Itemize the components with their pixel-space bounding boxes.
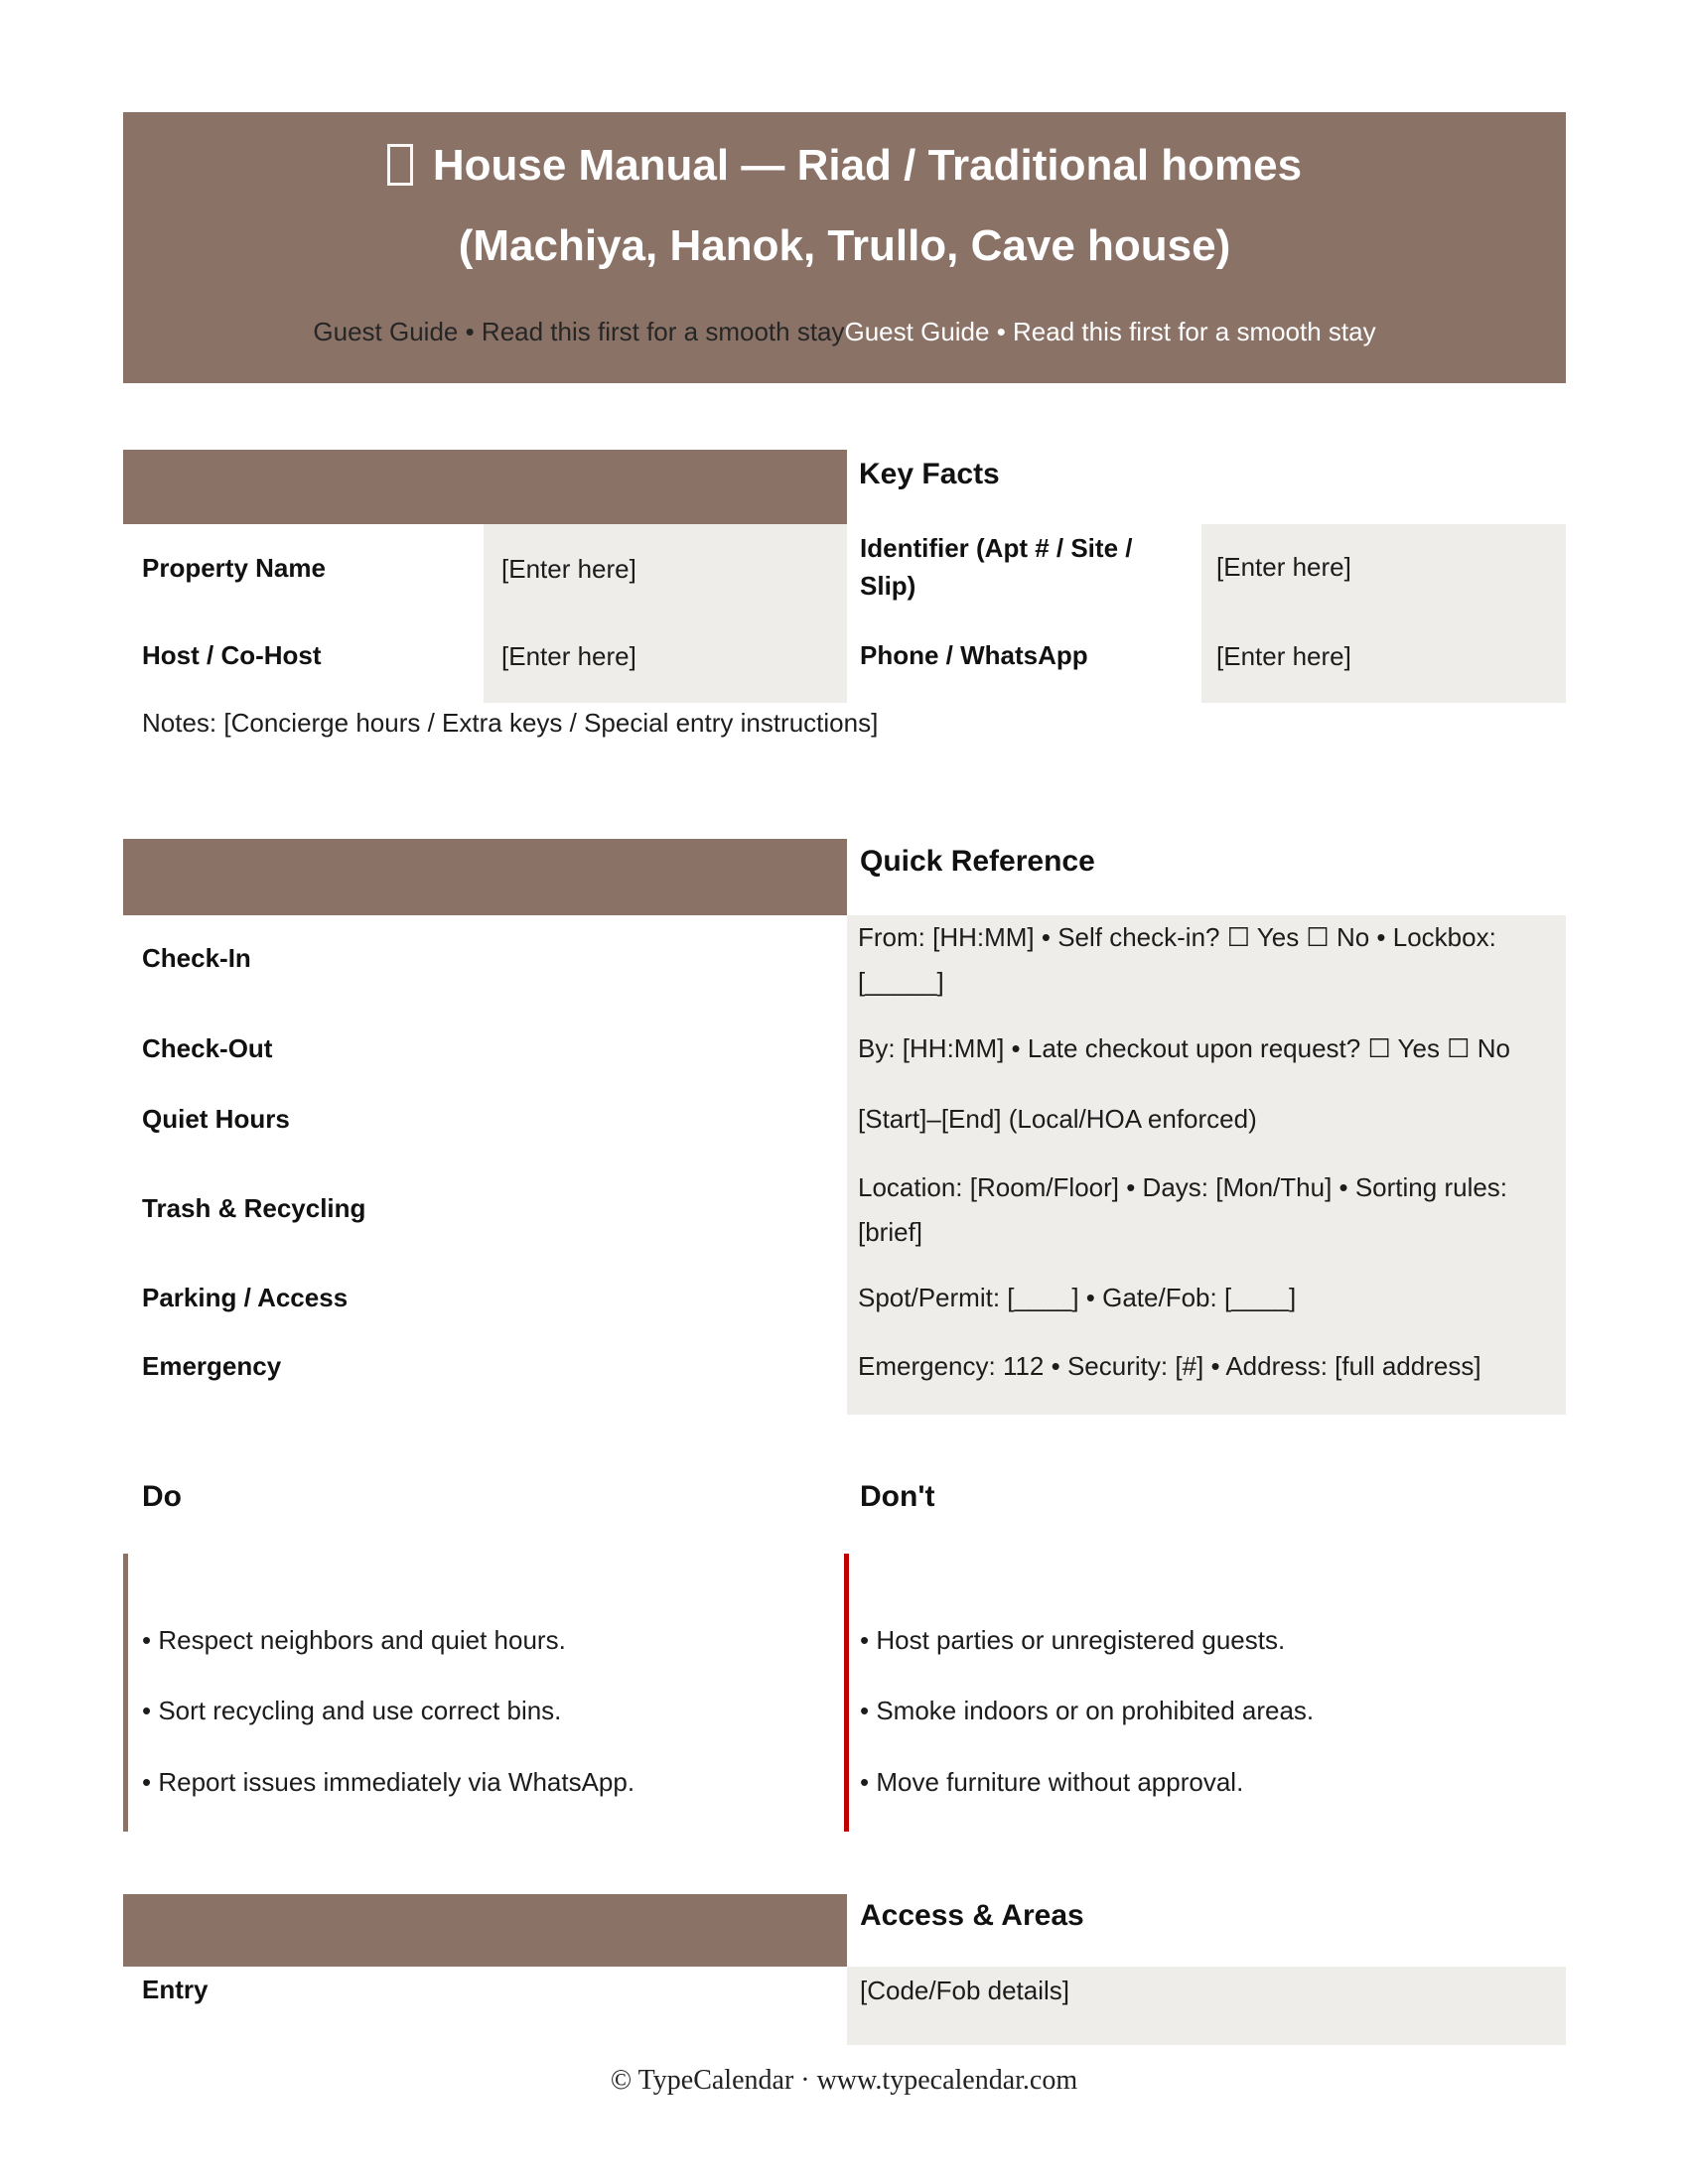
identifier-field: [Enter here] [1216,552,1351,582]
page-title-line2: (Machiya, Hanok, Trullo, Cave house) [458,221,1231,270]
check-in-value-line1: From: [HH:MM] • Self check-in? ☐ Yes ☐ No • Lockbox: [858,922,1496,952]
trash-recycling-label: Trash & Recycling [142,1193,366,1223]
page-title-line1 [123,142,1566,190]
check-in-value [858,915,1496,1005]
property-name-field: [Enter here] [501,554,636,584]
entry-field: [Code/Fob details] [860,1976,1070,2005]
trash-recycling-value-line1: Location: [Room/Floor] • Days: [Mon/Thu] • Sorting rules: [858,1172,1508,1202]
do-accent-border [123,1554,128,1832]
subtitle [123,319,1566,345]
do-item-2: • Sort recycling and use correct bins. [142,1696,562,1725]
missing-glyph-icon [387,144,413,186]
subtitle-dark-text: Guest Guide • Read this first for a smooth stay [313,317,845,346]
dont-item-2: • Smoke indoors or on prohibited areas. [860,1696,1315,1725]
identifier-label-line2: Slip) [860,571,916,601]
dont-accent-border [844,1554,849,1832]
quiet-hours-value: [Start]–[End] (Local/HOA enforced) [858,1104,1257,1134]
entry-label: Entry [142,1975,209,2004]
quick-reference-heading: Quick Reference [860,845,1095,878]
identifier-label [860,529,1132,605]
check-in-value-line2: [_____] [858,967,944,997]
emergency-label: Emergency [142,1351,282,1381]
parking-access-value: Spot/Permit: [____] • Gate/Fob: [____] [858,1283,1297,1312]
phone-whatsapp-label: Phone / WhatsApp [860,640,1088,670]
header-banner [123,112,1566,383]
key-facts-brown-bar [123,450,847,524]
property-name-label: Property Name [142,553,326,583]
check-out-label: Check-Out [142,1033,273,1063]
check-out-value: By: [HH:MM] • Late checkout upon request? ☐ Yes ☐ No [858,1033,1510,1063]
key-facts-heading: Key Facts [859,458,1000,490]
dont-heading: Don't [860,1480,935,1513]
phone-whatsapp-field: [Enter here] [1216,641,1351,671]
dont-item-3: • Move furniture without approval. [860,1767,1244,1797]
quiet-hours-label: Quiet Hours [142,1104,290,1134]
key-facts-notes: Notes: [Concierge hours / Extra keys / Special entry instructions] [142,708,879,738]
subtitle-light-text: Guest Guide • Read this first for a smooth stay [844,317,1376,346]
emergency-value: Emergency: 112 • Security: [#] • Address: [full address] [858,1351,1481,1381]
host-field: [Enter here] [501,641,636,671]
quick-reference-brown-bar [123,839,847,915]
host-label: Host / Co-Host [142,640,322,670]
check-in-label: Check-In [142,943,251,973]
dont-item-1: • Host parties or unregistered guests. [860,1625,1286,1655]
trash-recycling-value-line2: [brief] [858,1217,923,1247]
title-text-line1: House Manual — Riad / Traditional homes [432,141,1303,190]
parking-access-label: Parking / Access [142,1283,349,1312]
trash-recycling-value [858,1165,1507,1255]
identifier-label-line1: Identifier (Apt # / Site / [860,533,1133,563]
do-item-1: • Respect neighbors and quiet hours. [142,1625,566,1655]
do-item-3: • Report issues immediately via WhatsApp. [142,1767,635,1797]
access-areas-brown-bar [123,1894,847,1967]
access-areas-heading: Access & Areas [860,1899,1084,1932]
key-facts-value-column-left [484,524,847,703]
do-heading: Do [142,1480,182,1513]
footer-credit: © TypeCalendar · www.typecalendar.com [610,2065,1078,2096]
